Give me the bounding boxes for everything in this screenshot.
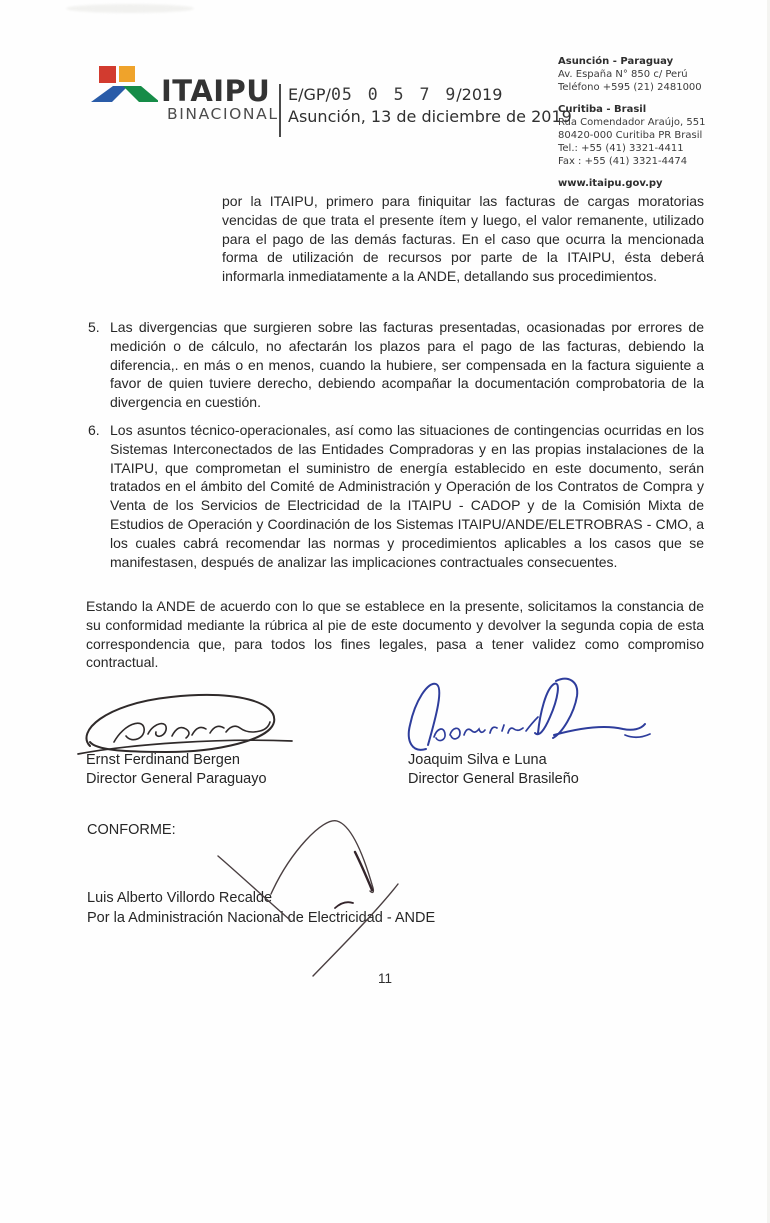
contact-line: 80420-000 Curitiba PR Brasil — [558, 130, 703, 141]
reference-number — [288, 84, 572, 106]
header-divider — [279, 84, 281, 137]
item-number: 6. — [88, 422, 100, 438]
list-item-5 — [88, 318, 704, 412]
logo-wordmark: ITAIPU — [161, 74, 271, 108]
contact-curitiba — [558, 103, 758, 168]
contact-asuncion — [558, 55, 758, 94]
conforme-signatory-name: Luis Alberto Villordo Recalde — [87, 890, 273, 906]
contact-line: Tel.: +55 (41) 3321-4411 — [558, 143, 684, 154]
contact-line: Rua Comendador Araújo, 551 — [558, 117, 706, 128]
conforme-signatory-title: Por la Administración Nacional de Electricidad - ANDE — [87, 909, 436, 926]
left-signatory-title: Director General Paraguayo — [86, 771, 267, 787]
item-text: Las divergencias que surgieren sobre las facturas presentadas, ocasionadas por errores de medición o de cálculo, no afectarán los plazos para el pago de las facturas, debiendo la diferencia,. en más o en menos, cuando la hubiere, ser compensada en la factura siguiente a favor de quien tuviere derecho, debiendo acompañar la documentación comprobatoria de la divergencia en cuestión. — [110, 319, 704, 411]
closing-paragraph: Estando la ANDE de acuerdo con lo que se establece en la presente, solicitamos la constancia de su conformidad mediante la rúbrica al pie de este documento y devolver la segunda copia de esta correspondencia que, para todos los fines legales, pasa a tener validez como compromiso contractual. — [86, 598, 704, 671]
signature-conforme-rubric — [205, 808, 465, 983]
left-signatory — [86, 751, 267, 789]
itaipu-logo-icon — [88, 66, 158, 104]
reference-block — [288, 84, 572, 128]
dateline: Asunción, 13 de diciembre de 2019 — [288, 107, 572, 126]
website-link[interactable]: www.itaipu.gov.py — [558, 178, 663, 189]
contact-curitiba-title: Curitiba - Brasil — [558, 104, 647, 115]
list-item-6 — [88, 421, 704, 571]
conforme-label: CONFORME: — [87, 822, 176, 838]
contact-line: Fax : +55 (41) 3321-4474 — [558, 156, 688, 167]
item-text: Los asuntos técnico-operacionales, así como las situaciones de contingencias ocurridas en los Sistemas Interconectados de las Entidades Compradoras y en las propias instalaciones de la ITAIPU, que comprometan el suministro de energía establecido en este documento, serán tratados en el ámbito del Comité de Administración y Operación de los Contratos de Compra y Venta de los Servicios de Electricidad de la ITAIPU - CADOP y de la Comisión Mixta de Estudios de Operación y Coordinación de los Sistemas ITAIPU/ANDE/ELETROBRAS - CMO, a los cuales cabrá recomendar las normas y procedimientos aplicables a los casos que se manifestasen, después de analizar las implicaciones contractuales consecuentes. — [110, 422, 704, 570]
right-signatory — [408, 751, 579, 789]
right-signatory-title: Director General Brasileño — [408, 771, 579, 787]
page-number: 11 — [377, 971, 392, 986]
signature-joaquim-silva — [398, 675, 658, 757]
signature-ernst-bergen — [76, 690, 294, 760]
continuation-paragraph: por la ITAIPU, primero para finiquitar las facturas de cargas moratorias vencidas de que trata el presente ítem y luego, el valor remanente, utilizado para el pago de las demás facturas. En el caso que ocurra la mencionada forma de utilización de recursos por parte de la ITAIPU, ésta deberá informarla inmediatamente a la ANDE, detallando sus procedimientos. — [222, 193, 704, 285]
logo-subtitle: BINACIONAL — [167, 105, 279, 123]
contact-asuncion-title: Asunción - Paraguay — [558, 56, 674, 67]
reference-prefix: E/GP/ — [288, 85, 331, 104]
scan-artifact — [66, 4, 194, 13]
reference-stamp: 05 0 5 7 9 — [330, 85, 457, 104]
contact-block — [558, 55, 758, 190]
contact-line: Av. España N° 850 c/ Perú — [558, 69, 688, 80]
left-signatory-name: Ernst Ferdinand Bergen — [86, 752, 240, 768]
right-signatory-name: Joaquim Silva e Luna — [408, 752, 547, 768]
reference-suffix: /2019 — [456, 85, 503, 104]
item-number: 5. — [88, 319, 100, 335]
contact-line: Teléfono +595 (21) 2481000 — [558, 82, 702, 93]
